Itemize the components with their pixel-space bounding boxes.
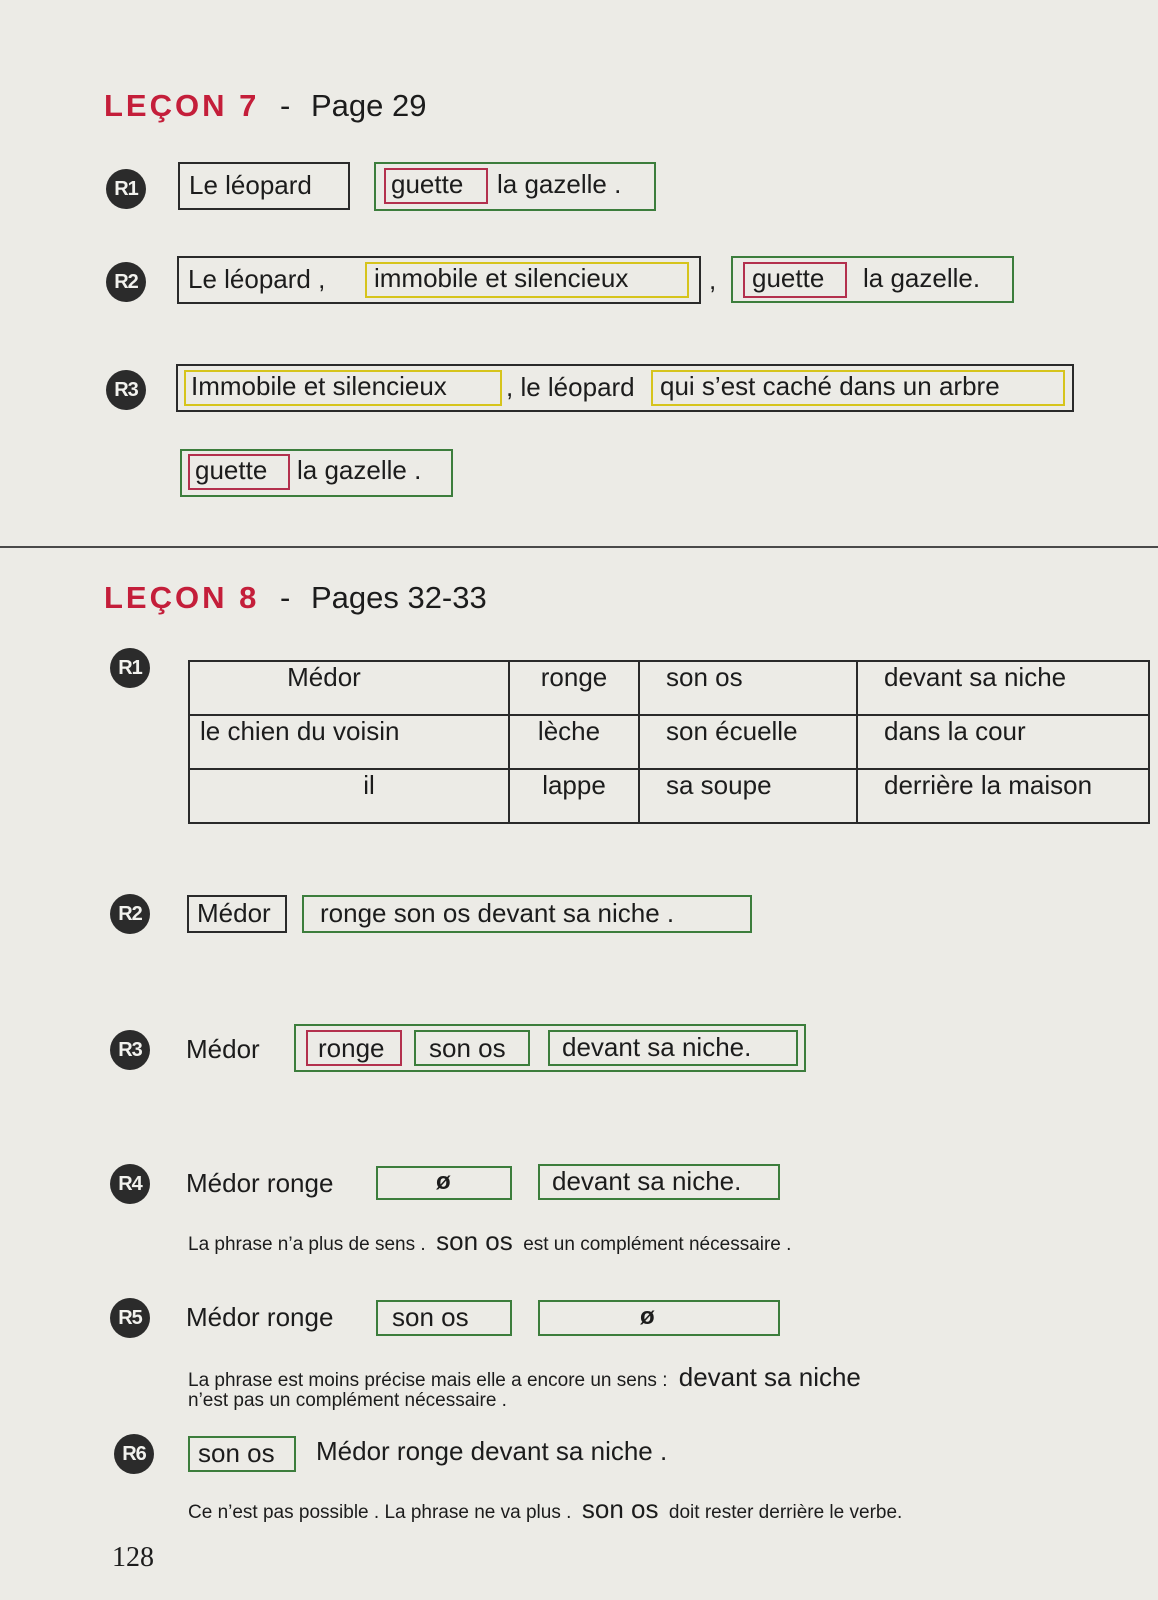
lesson-separator: - — [279, 88, 291, 123]
table-cell: dans la cour — [857, 715, 1149, 769]
sentence-text: Médor ronge — [186, 1168, 334, 1198]
empty-box — [538, 1300, 780, 1336]
empty-set-symbol: ø — [640, 1303, 655, 1330]
note-text: est un complément nécessaire . — [523, 1234, 792, 1255]
lesson-7-heading — [104, 88, 426, 124]
table-cell: lèche — [509, 715, 639, 769]
table-cell: Médor — [189, 661, 509, 715]
apposition-text: immobile et silencieux — [374, 263, 629, 293]
r4-badge: R4 — [110, 1164, 150, 1204]
note-text: La phrase est moins précise mais elle a encore un sens : — [188, 1370, 668, 1391]
table-row — [189, 769, 1149, 823]
comma: , — [709, 265, 717, 295]
sentence-text: Médor ronge devant sa niche . — [316, 1436, 668, 1466]
subject-text: Le léopard — [189, 170, 312, 200]
explanation-note — [188, 1226, 791, 1257]
subject-text: , le léopard — [506, 372, 635, 402]
object-text: la gazelle . — [297, 455, 422, 485]
table-cell: ronge — [509, 661, 639, 715]
table-cell: le chien du voisin — [189, 715, 509, 769]
object-text: la gazelle . — [497, 169, 622, 199]
note-text: Ce n’est pas possible . La phrase ne va plus . — [188, 1502, 572, 1523]
apposition-text: Immobile et silencieux — [191, 371, 447, 401]
object-text: son os — [392, 1302, 469, 1332]
note-text: La phrase n’a plus de sens . — [188, 1234, 426, 1255]
r2-badge: R2 — [106, 262, 146, 302]
object-text: la gazelle. — [863, 263, 981, 293]
note-text: doit rester derrière le verbe. — [668, 1502, 903, 1523]
verb-text: guette — [752, 263, 825, 293]
object-text: son os — [198, 1438, 275, 1468]
lesson-8-heading — [104, 580, 487, 616]
r3-badge: R3 — [110, 1030, 150, 1070]
place-text: devant sa niche. — [552, 1166, 742, 1196]
lesson-page-ref: Pages 32-33 — [310, 580, 487, 615]
table-row — [189, 661, 1149, 715]
verb-text: guette — [195, 455, 268, 485]
note-highlight: son os — [436, 1226, 513, 1256]
table-cell: sa soupe — [639, 769, 857, 823]
subject-text: Médor — [186, 1034, 260, 1064]
sentence-table — [188, 660, 1150, 824]
note-text: n’est pas un complément nécessaire . — [188, 1390, 507, 1411]
table-cell: derrière la maison — [857, 769, 1149, 823]
explanation-note — [188, 1494, 902, 1525]
r6-badge: R6 — [114, 1434, 154, 1474]
subject-text: Le léopard , — [188, 264, 326, 294]
lesson-page-ref: Page 29 — [310, 88, 427, 123]
object-text: son os — [429, 1033, 506, 1063]
verb-text: ronge — [318, 1033, 385, 1063]
r2-badge: R2 — [110, 894, 150, 934]
lesson-separator: - — [279, 580, 291, 615]
predicate-text: ronge son os devant sa niche . — [320, 898, 675, 928]
r5-badge: R5 — [110, 1298, 150, 1338]
verb-text: guette — [391, 169, 464, 199]
table-row — [189, 715, 1149, 769]
lesson-title: LEÇON 8 — [104, 580, 260, 615]
explanation-note — [188, 1362, 861, 1393]
table-cell: devant sa niche — [857, 661, 1149, 715]
relative-clause-text: qui s’est caché dans un arbre — [660, 371, 1000, 401]
r3-badge: R3 — [106, 370, 146, 410]
table-cell: son os — [639, 661, 857, 715]
note-highlight: devant sa niche — [678, 1362, 861, 1392]
lesson-title: LEÇON 7 — [104, 88, 260, 123]
table-cell: lappe — [509, 769, 639, 823]
section-divider — [0, 546, 1158, 548]
table-cell: il — [189, 769, 509, 823]
table-cell: son écuelle — [639, 715, 857, 769]
sentence-text: Médor ronge — [186, 1302, 334, 1332]
page-number: 128 — [112, 1542, 154, 1573]
r1-badge: R1 — [106, 169, 146, 209]
r1-badge: R1 — [110, 648, 150, 688]
place-text: devant sa niche. — [562, 1032, 752, 1062]
note-highlight: son os — [581, 1494, 659, 1524]
subject-text: Médor — [197, 898, 271, 928]
empty-set-symbol: ø — [436, 1168, 451, 1195]
